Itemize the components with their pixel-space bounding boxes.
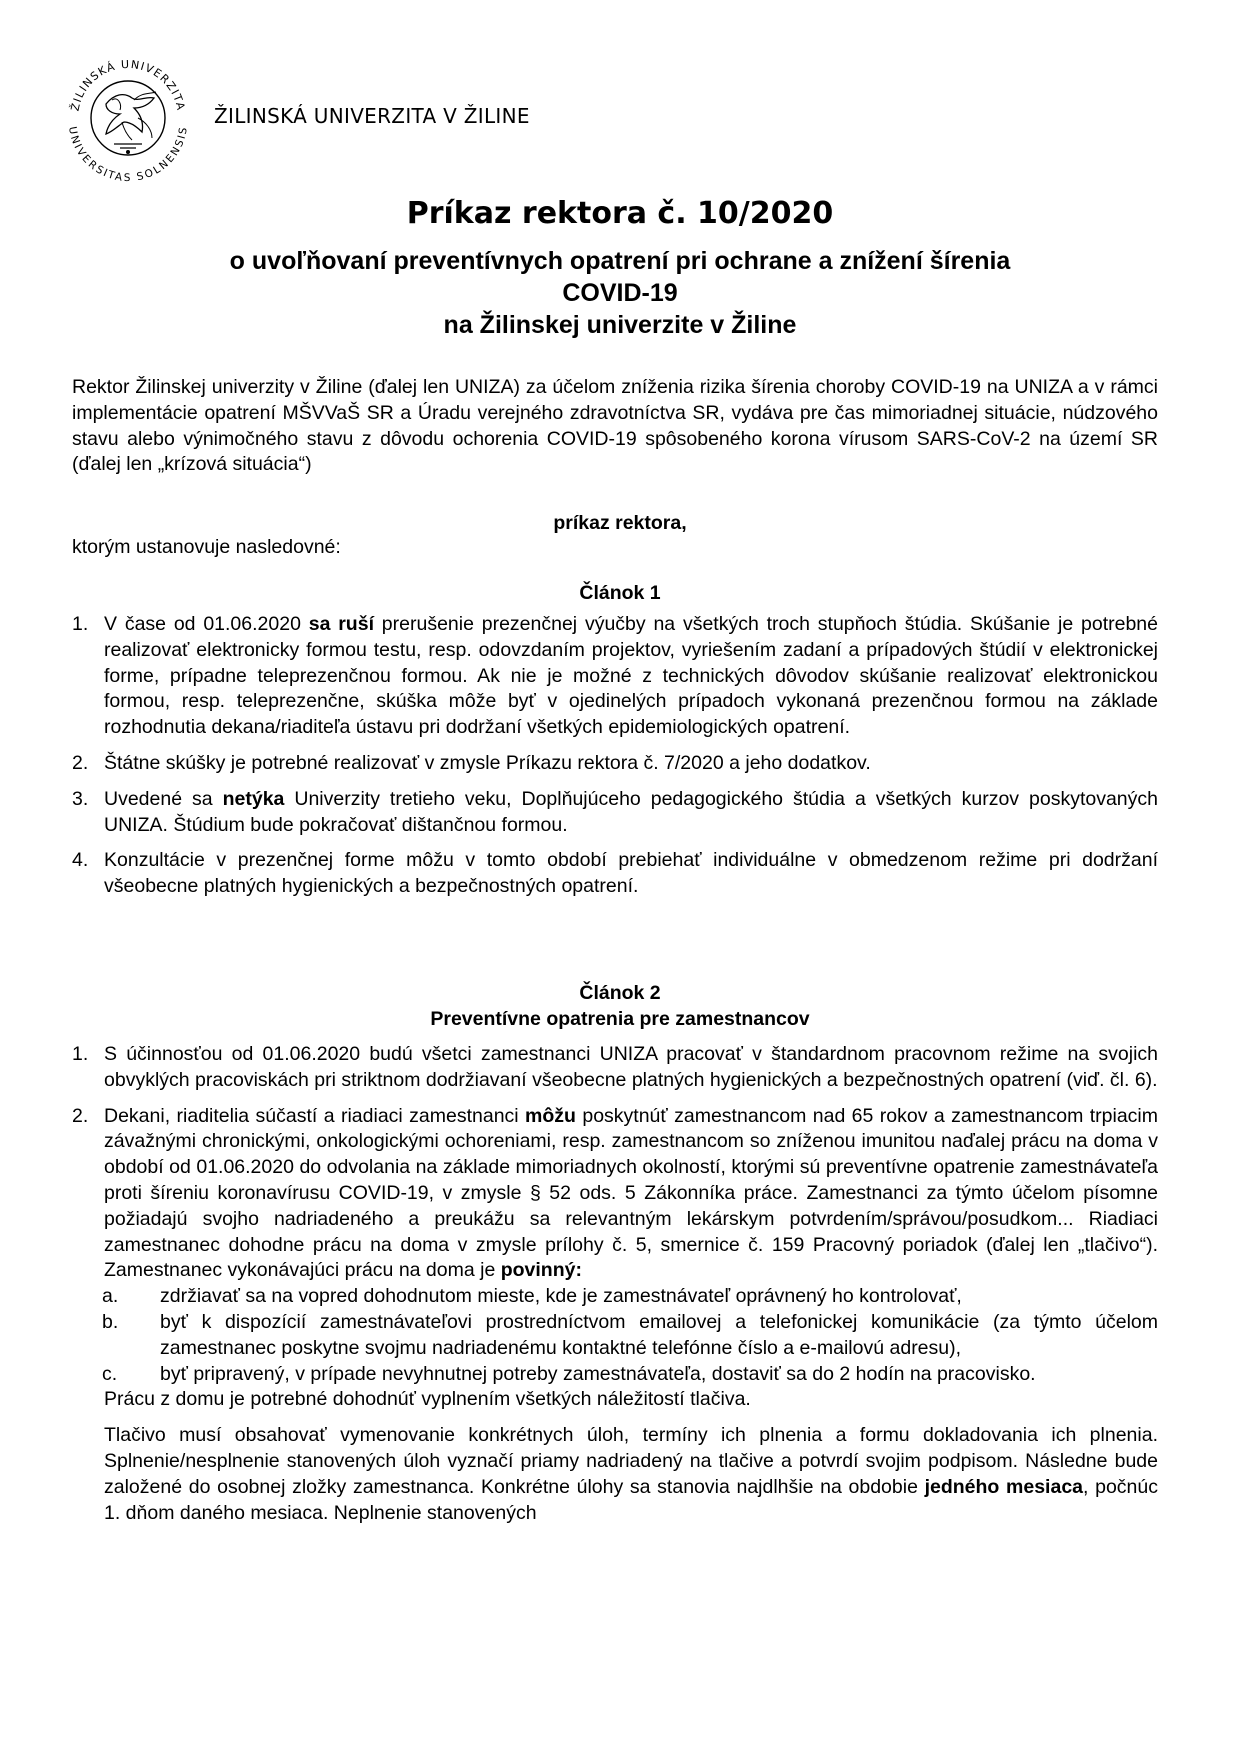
article-2-subheading: Preventívne opatrenia pre zamestnancov <box>430 1008 810 1030</box>
seal-bottom-text: UNIVERSITAS SOLNENSIS <box>65 125 191 182</box>
article-1-list <box>72 612 1158 910</box>
article-2-list <box>72 1042 1158 1536</box>
decree-heading: príkaz rektora, <box>553 512 687 534</box>
document-title: Príkaz rektora č. 10/2020 <box>406 196 834 231</box>
article-1-item-1: 1. V čase od 01.06.2020 sa ruší prerušenie prezenčnej výučby na všetkých troch stupňoch štúdia. Skúšanie je potrebné realizovať elektronicky formou testu, resp. odovzdaním projektov, vyriešením zadaní a prípadových štúdií v elektronickej forme, prípadne teleprezenčnou formou. Ak nie je možné z technických dôvodov skúšanie realizovať elektronickou formou, resp. teleprezenčne, skúška môže byť v ojedinelých prípadoch vykonaná prezenčnou formou na základe rozhodnutia dekana/riaditeľa ústavu pri dodržaní všetkých epidemiologických opatrení. <box>72 613 1158 739</box>
article-1-item-3: 3. Uvedené sa netýka Univerzity tretieho veku, Doplňujúceho pedagogického štúdia a všetkých kurzov poskytovaných UNIZA. Štúdium bude pokračovať dištančnou formou. <box>72 787 1158 836</box>
intro-paragraph: Rektor Žilinskej univerzity v Žiline (ďalej len UNIZA) za účelom zníženia rizika šírenia choroby COVID-19 na UNIZA a v rámci implementácie opatrení MŠVVaŠ SR a Úradu verejného zdravotníctva SR, vydáva pre čas mimoriadnej situácie, núdzového stavu alebo výnimočného stavu z dôvodu ochorenia COVID-19 spôsobeného korona vírusom SARS-CoV-2 na území SR (ďalej len „krízová situácia“) <box>72 376 1158 476</box>
svg-text:ŽILINSKÁ UNIVERZITA <box>68 58 187 112</box>
article-2-item-2: 2. Dekani, riaditelia súčastí a riadiaci zamestnanci môžu poskytnúť zamestnancom nad 65 rokov a zamestnancom trpiacim závažnými chronickými, onkologickými ochoreniami, resp. zamestnancom so zníženou imunitou naďalej prácu na doma v období od 01.06.2020 do odvolania na základe mimoriadnych okolností, ktorými sú preventívne opatrenie zamestnávateľa proti šíreniu koronavírusu COVID-19, v zmysle § 52 ods. 5 Zákonníka práce. Zamestnanci za týmto účelom písomne požiadajú svojho nadriadeného a preukážu sa relevantným lekárskym potvrdením/správou/posudkom... Riadiaci zamestnanec dohodne prácu na doma v zmysle prílohy č. 5, smernice č. 159 Pracovný poriadok (ďalej len „tlačivo“). Zamestnanec vykonávajúci prácu na doma je povinný: <box>72 1104 1159 1282</box>
article-2-form-paragraph: Tlačivo musí obsahovať vymenovanie konkrétnych úloh, termíny ich plnenia a formu dokladovania ich plnenia. Splnenie/nesplnenie stanovených úloh vyznačí priamy nadriadený na tlačive a potvrdí svojim podpisom. Následne bude založené do osobnej zložky zamestnanca. Konkrétne úlohy sa stanovia najdlhšie na obdobie jedného mesiaca, počnúc 1. dňom daného mesiaca. Neplnenie stanovených <box>104 1424 1158 1524</box>
article-1-heading: Článok 1 <box>579 582 661 604</box>
title-block <box>62 196 1178 341</box>
article-2-heading: Článok 2 <box>579 982 661 1004</box>
article-2-subitem-a: a. zdržiavať sa na vopred dohodnutom mieste, kde je zamestnávateľ oprávnený ho kontrolovať, <box>102 1285 962 1308</box>
document-subtitle-line-3: na Žilinskej univerzite v Žiline <box>443 311 797 339</box>
university-name: ŽILINSKÁ UNIVERZITA V ŽILINE <box>214 104 530 128</box>
document-subtitle-line-1: o uvoľňovaní preventívnych opatrení pri ochrane a znížení šírenia <box>229 247 1011 275</box>
article-1-item-4: 4. Konzultácie v prezenčnej forme môžu v tomto období prebiehať individuálne v obmedzenom režime pri dodržaní všeobecne platných hygienických a bezpečnostných opatrení. <box>72 849 1158 898</box>
article-2-subitem-b: b. byť k dispozícií zamestnávateľovi prostredníctvom emailovej a telefonickej komunikácie (za týmto účelom zamestnanec poskytne svojmu nadriadenému kontaktné telefónne číslo a e-mailovú adresu), <box>102 1310 1158 1359</box>
document-subtitle-line-2: COVID-19 <box>562 279 678 307</box>
article-1-item-2: 2. Štátne skúšky je potrebné realizovať v zmysle Príkazu rektora č. 7/2020 a jeho dodatkov. <box>72 751 871 774</box>
article-2-subitem-c: c. byť pripravený, v prípade nevyhnutnej potreby zamestnávateľa, dostaviť sa do 2 hodín na pracovisko. <box>102 1362 1036 1385</box>
decree-lead: ktorým ustanovuje nasledovné: <box>72 536 341 558</box>
university-seal-icon <box>62 52 194 182</box>
article-2-item-1: 1. S účinnosťou od 01.06.2020 budú všetci zamestnanci UNIZA pracovať v štandardnom pracovnom režime na svojich obvyklých pracoviskách pri striktnom dodržiavaní všeobecne platných hygienických a bezpečnostných opatrení (viď. čl. 6). <box>72 1043 1158 1091</box>
seal-top-text: ŽILINSKÁ UNIVERZITA <box>68 57 188 113</box>
article-2-item-2-closing: Prácu z domu je potrebné dohodnúť vyplnením všetkých náležitostí tlačiva. <box>104 1388 751 1411</box>
